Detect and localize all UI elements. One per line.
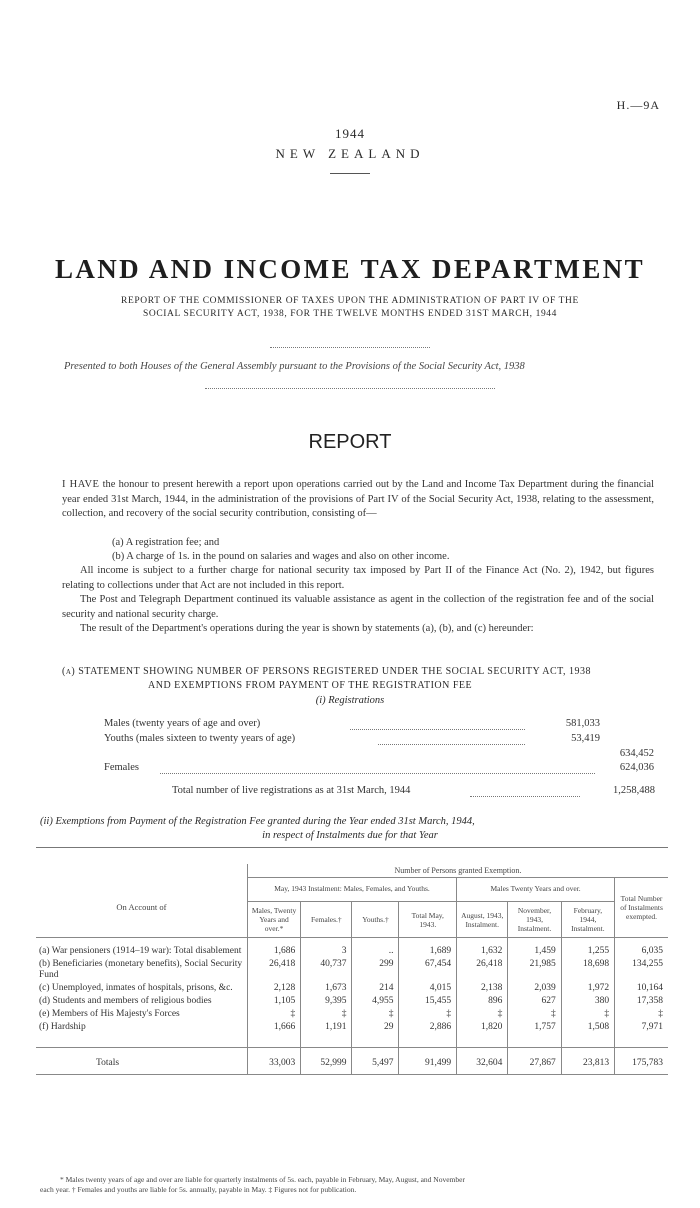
total-value: 5,497 xyxy=(352,1048,399,1075)
cell-value: 17,358 xyxy=(615,995,668,1008)
header-persons-exempted: Number of Persons granted Exemption. xyxy=(247,864,668,878)
cell-value: 1,972 xyxy=(561,982,614,995)
cell-value: 2,138 xyxy=(457,982,508,995)
cell-value: ‡ xyxy=(301,1008,352,1021)
leader-dots xyxy=(470,796,580,797)
total-value: 23,813 xyxy=(561,1048,614,1075)
cell-value: 4,955 xyxy=(352,995,399,1008)
cell-value: 1,757 xyxy=(508,1021,561,1048)
cell-value: .. xyxy=(352,938,399,959)
item-b: (b) A charge of 1s. in the pound on salaries and wages and also on other income. xyxy=(112,551,450,562)
cell-value: 3 xyxy=(301,938,352,959)
table-row xyxy=(36,982,668,995)
header-total-instalments: Total Number of Instalments exempted. xyxy=(615,878,668,938)
footnotes xyxy=(40,1175,670,1195)
table-row xyxy=(36,995,668,1008)
cell-value: ‡ xyxy=(352,1008,399,1021)
cell-value: ‡ xyxy=(561,1008,614,1021)
reg-females-value: 624,036 xyxy=(619,762,654,773)
cell-value: 214 xyxy=(352,982,399,995)
intro-lead: I HAVE xyxy=(62,479,100,490)
table-row xyxy=(36,1008,668,1021)
cell-value: 67,454 xyxy=(399,958,457,982)
row-label: (f) Hardship xyxy=(39,1022,86,1032)
paragraph-post-telegraph: The Post and Telegraph Department continued its valuable assistance as agent in the collection of the registration fee and of the social security and national security charge. xyxy=(62,594,654,620)
total-value: 175,783 xyxy=(615,1048,668,1075)
cell-value: 2,886 xyxy=(399,1021,457,1048)
reg-total-value: 1,258,488 xyxy=(613,785,655,796)
row-label: (b) Beneficiaries (monetary benefits), Social Security Fund xyxy=(39,959,243,980)
leader-dots xyxy=(350,729,525,730)
cell-value: ‡ xyxy=(247,1008,300,1021)
report-subtitle-line1: REPORT OF THE COMMISSIONER OF TAXES UPON THE ADMINISTRATION OF PART IV OF THE xyxy=(121,296,579,306)
cell-value: 1,689 xyxy=(399,938,457,959)
total-value: 27,867 xyxy=(508,1048,561,1075)
reg-youths-label: Youths (males sixteen to twenty years of age) xyxy=(104,733,296,744)
cell-value: 2,128 xyxy=(247,982,300,995)
cell-value: 1,191 xyxy=(301,1021,352,1048)
header-may-instalment: May, 1943 Instalment: Males, Females, and Youths. xyxy=(247,878,456,902)
item-a: (a) A registration fee; and xyxy=(112,537,220,548)
cell-value: 6,035 xyxy=(615,938,668,959)
exemptions-heading-line2: in respect of Instalments due for that Year xyxy=(262,830,438,841)
header-on-account-of: On Account of xyxy=(36,878,247,938)
row-label: (a) War pensioners (1914–19 war): Total disablement xyxy=(39,946,242,956)
presented-note: Presented to both Houses of the General Assembly pursuant to the Provisions of the Social Security Act, 1938 xyxy=(64,361,525,372)
cell-value: 1,666 xyxy=(247,1021,300,1048)
row-label: (e) Members of His Majesty's Forces xyxy=(39,1009,180,1019)
cell-value: 7,971 xyxy=(615,1021,668,1048)
cell-value: 21,985 xyxy=(508,958,561,982)
total-value: 91,499 xyxy=(399,1048,457,1075)
header-col-total-may: Total May, 1943. xyxy=(399,902,457,938)
cell-value: ‡ xyxy=(615,1008,668,1021)
leader-dots xyxy=(160,773,595,774)
header-col-males: Males, Twenty Years and over.* xyxy=(247,902,300,938)
table-row xyxy=(36,958,668,982)
exemptions-table xyxy=(36,864,668,1075)
reg-females-label: Females xyxy=(104,762,139,773)
row-label: (d) Students and members of religious bodies xyxy=(39,996,212,1006)
reg-subtotal: 634,452 xyxy=(619,748,654,759)
exemptions-heading-line1: (ii) Exemptions from Payment of the Registration Fee granted during the Year ended 31st March, 1944, xyxy=(40,816,475,827)
cell-value: 10,164 xyxy=(615,982,668,995)
cell-value: 1,459 xyxy=(508,938,561,959)
paragraph-results: The result of the Department's operations during the year is shown by statements (a), (b), and (c) hereunder: xyxy=(80,623,534,634)
footnote-line1: * Males twenty years of age and over are liable for quarterly instalments of 5s. each, payable in February, May, August, and November xyxy=(60,1175,465,1184)
department-title: LAND AND INCOME TAX DEPARTMENT xyxy=(54,254,646,284)
registrations-heading: (i) Registrations xyxy=(315,695,385,706)
statement-heading-line2: AND EXEMPTIONS FROM PAYMENT OF THE REGISTRATION FEE xyxy=(148,680,473,691)
header-col-august: August, 1943, Instalment. xyxy=(457,902,508,938)
paragraph-finance-act: All income is subject to a further charge for national security tax imposed by Part II of the Finance Act (No. 2), 1942, but figures relating to collections under that Act are not included in this report. xyxy=(62,565,654,591)
total-value: 52,999 xyxy=(301,1048,352,1075)
footnote-line2: each year. † Females and youths are liable for 5s. annually, payable in May. ‡ Figures not for publication. xyxy=(40,1185,357,1194)
cell-value: 1,686 xyxy=(247,938,300,959)
cell-value: 299 xyxy=(352,958,399,982)
cell-value: 15,455 xyxy=(399,995,457,1008)
header-spacer xyxy=(36,864,247,878)
cell-value: 1,508 xyxy=(561,1021,614,1048)
cell-value: 1,105 xyxy=(247,995,300,1008)
cell-value: 1,673 xyxy=(301,982,352,995)
table-row xyxy=(36,938,668,959)
cell-value: ‡ xyxy=(399,1008,457,1021)
cell-value: 9,395 xyxy=(301,995,352,1008)
cell-value: 18,698 xyxy=(561,958,614,982)
row-label: (c) Unemployed, inmates of hospitals, prisons, &c. xyxy=(39,983,233,993)
cell-value: ‡ xyxy=(457,1008,508,1021)
page-reference: H.—9A xyxy=(616,98,660,112)
reg-males-label: Males (twenty years of age and over) xyxy=(104,718,261,729)
cell-value: 4,015 xyxy=(399,982,457,995)
cell-value: ‡ xyxy=(508,1008,561,1021)
cell-value: 40,737 xyxy=(301,958,352,982)
header-col-february: February, 1944, Instalment. xyxy=(561,902,614,938)
cell-value: 26,418 xyxy=(457,958,508,982)
header-col-november: November, 1943, Instalment. xyxy=(508,902,561,938)
cell-value: 2,039 xyxy=(508,982,561,995)
statement-heading-line1: (a) STATEMENT SHOWING NUMBER OF PERSONS REGISTERED UNDER THE SOCIAL SECURITY ACT, 1938 xyxy=(62,666,592,677)
cell-value: 1,820 xyxy=(457,1021,508,1048)
cell-value: 1,632 xyxy=(457,938,508,959)
table-top-rule xyxy=(36,847,668,848)
cell-value: 380 xyxy=(561,995,614,1008)
cell-value: 896 xyxy=(457,995,508,1008)
header-males-twenty: Males Twenty Years and over. xyxy=(457,878,615,902)
report-subtitle-line2: SOCIAL SECURITY ACT, 1938, FOR THE TWELVE MONTHS ENDED 31ST MARCH, 1944 xyxy=(143,309,557,319)
cell-value: 26,418 xyxy=(247,958,300,982)
total-value: 32,604 xyxy=(457,1048,508,1075)
totals-label: Totals xyxy=(36,1048,247,1075)
leader-dots xyxy=(378,744,525,745)
header-col-youths: Youths.† xyxy=(352,902,399,938)
intro-text: the honour to present herewith a report upon operations carried out by the Land and Income Tax Department during the financial year ended 31st March, 1944, in the administration of the provisions of Part IV of the Social Security Act, 1938, relating to the assessment, collection, and recovery of the social security contribution, consisting of— xyxy=(62,479,654,519)
report-year: 1944 xyxy=(335,126,365,141)
cell-value: 627 xyxy=(508,995,561,1008)
header-divider xyxy=(330,173,370,174)
reg-total-label: Total number of live registrations as at 31st March, 1944 xyxy=(172,785,411,796)
intro-paragraph xyxy=(62,478,654,522)
cell-value: 1,255 xyxy=(561,938,614,959)
presented-divider xyxy=(205,388,495,389)
cell-value: 29 xyxy=(352,1021,399,1048)
reg-males-value: 581,033 xyxy=(565,718,600,729)
subtitle-divider xyxy=(270,347,430,348)
header-col-females: Females.† xyxy=(301,902,352,938)
totals-row xyxy=(36,1048,668,1075)
total-value: 33,003 xyxy=(247,1048,300,1075)
report-heading: REPORT xyxy=(308,431,392,453)
country-name: NEW ZEALAND xyxy=(275,146,425,161)
reg-youths-value: 53,419 xyxy=(571,733,600,744)
table-row xyxy=(36,1021,668,1048)
cell-value: 134,255 xyxy=(615,958,668,982)
